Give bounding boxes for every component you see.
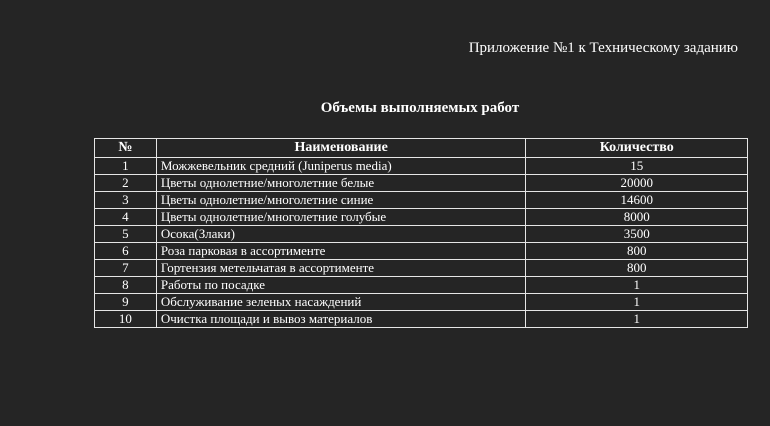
table-row (95, 226, 748, 243)
table-row (95, 192, 748, 209)
row-quantity: 1 (526, 294, 748, 311)
row-name: Цветы однолетние/многолетние голубые (156, 209, 526, 226)
column-header-name: Наименование (156, 139, 526, 158)
table-row (95, 260, 748, 277)
row-number: 3 (95, 192, 157, 209)
row-number: 2 (95, 175, 157, 192)
appendix-label: Приложение №1 к Техническому заданию (468, 40, 738, 56)
row-number: 6 (95, 243, 157, 260)
row-name: Цветы однолетние/многолетние белые (156, 175, 526, 192)
row-quantity: 20000 (526, 175, 748, 192)
row-name: Роза парковая в ассортименте (156, 243, 526, 260)
table-row (95, 158, 748, 175)
table-row (95, 243, 748, 260)
table-row (95, 311, 748, 328)
row-quantity: 3500 (526, 226, 748, 243)
row-quantity: 1 (526, 311, 748, 328)
row-quantity: 800 (526, 243, 748, 260)
row-number: 4 (95, 209, 157, 226)
row-number: 5 (95, 226, 157, 243)
row-quantity: 800 (526, 260, 748, 277)
row-number: 7 (95, 260, 157, 277)
row-number: 8 (95, 277, 157, 294)
row-name: Очистка площади и вывоз материалов (156, 311, 526, 328)
row-name: Работы по посадке (156, 277, 526, 294)
table-row (95, 277, 748, 294)
table-row (95, 294, 748, 311)
row-number: 9 (95, 294, 157, 311)
column-header-number: № (95, 139, 157, 158)
works-table (94, 138, 748, 328)
row-quantity: 8000 (526, 209, 748, 226)
row-name: Гортензия метельчатая в ассортименте (156, 260, 526, 277)
row-number: 10 (95, 311, 157, 328)
row-number: 1 (95, 158, 157, 175)
row-quantity: 14600 (526, 192, 748, 209)
row-quantity: 1 (526, 277, 748, 294)
row-name: Обслуживание зеленых насаждений (156, 294, 526, 311)
row-name: Можжевельник средний (Juniperus media) (156, 158, 526, 175)
document-title: Объемы выполняемых работ (320, 100, 520, 116)
table-row (95, 175, 748, 192)
table-row (95, 209, 748, 226)
row-name: Цветы однолетние/многолетние синие (156, 192, 526, 209)
table-header-row (95, 139, 748, 158)
column-header-quantity: Количество (526, 139, 748, 158)
row-name: Осока(Злаки) (156, 226, 526, 243)
row-quantity: 15 (526, 158, 748, 175)
